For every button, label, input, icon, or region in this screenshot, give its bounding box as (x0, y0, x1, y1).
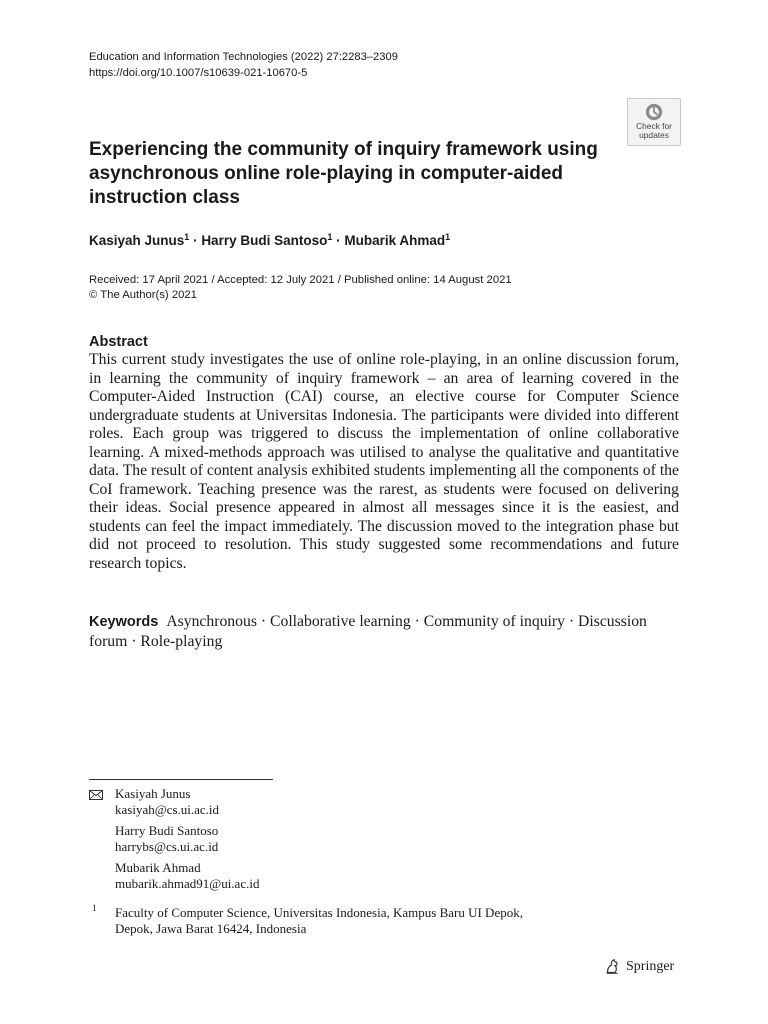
author-affiliation-mark: 1 (445, 232, 451, 242)
badge-line1: Check for (636, 121, 672, 131)
abstract-body: This current study investigates the use of online role-playing, in an online discussion forum, in learning the community of inquiry framework – an area of learning covered in the Computer-Aided Instruction (CAI) course, an elective course for Computer Science undergraduate students at Universitas Indonesia. The participants were divided into different roles. Each group was triggered to discuss the implementation of online collaborative learning. A mixed-methods approach was utilised to analyse the qualitative and quantitative data. The result of content analysis exhibited students implementing all the components of the CoI framework. Teaching presence was the rarest, as students were focused on delivering their ideas. Social presence appeared in almost all messages since it is the easiest, and students can feel the impact immediately. The discussion moved to the integration phase but did not proceed to resolution. This study suggested some recommendations and future research topics. (89, 351, 679, 572)
doi-link[interactable]: https://doi.org/10.1007/s10639-021-10670-5 (89, 67, 308, 79)
publisher-logo (604, 958, 674, 975)
check-for-updates-badge[interactable] (627, 98, 681, 146)
contact-email[interactable]: harrybs@cs.ui.ac.id (115, 839, 219, 854)
contact-email[interactable]: kasiyah@cs.ui.ac.id (115, 802, 220, 817)
affiliation-line2: Depok, Jawa Barat 16424, Indonesia (115, 921, 307, 936)
contact-entry (115, 860, 259, 892)
keywords-label: Keywords (89, 614, 159, 630)
author-list (89, 232, 450, 248)
author-affiliation-mark: 1 (184, 232, 190, 242)
journal-header (89, 49, 398, 81)
author-name[interactable]: Kasiyah Junus (89, 233, 185, 248)
affiliation-line1: Faculty of Computer Science, Universitas Indonesia, Kampus Baru UI Depok, (115, 905, 523, 920)
author-separator: · (189, 233, 202, 248)
copyright-line: © The Author(s) 2021 (89, 289, 197, 301)
keywords-section (89, 612, 679, 651)
author-affiliation-mark: 1 (327, 232, 333, 242)
author-name[interactable]: Mubarik Ahmad (344, 233, 446, 248)
keywords-list: Asynchronous · Collaborative learning · Community of inquiry · Discussion forum · Role-playing (89, 613, 647, 650)
envelope-icon (89, 790, 103, 800)
author-name[interactable]: Harry Budi Santoso (201, 233, 328, 248)
footnote-divider (89, 779, 273, 780)
contact-name: Kasiyah Junus (115, 786, 191, 801)
corresponding-contacts (115, 786, 259, 897)
abstract-heading: Abstract (89, 334, 148, 350)
paper-title: Experiencing the community of inquiry framework using asynchronous online role-playing in computer-aided instruction class (89, 139, 598, 208)
check-updates-icon (645, 103, 663, 121)
affiliation-number: 1 (92, 903, 97, 913)
contact-entry (115, 823, 259, 855)
contact-entry (115, 786, 259, 818)
contact-name: Mubarik Ahmad (115, 860, 201, 875)
springer-horse-icon (604, 958, 621, 975)
badge-line2: updates (639, 129, 669, 140)
publication-dates (89, 273, 512, 303)
history-dates: Received: 17 April 2021 / Accepted: 12 July 2021 / Published online: 14 August 2021 (89, 274, 512, 286)
journal-citation: Education and Information Technologies (2022) 27:2283–2309 (89, 51, 398, 63)
affiliation (115, 905, 523, 937)
contact-name: Harry Budi Santoso (115, 823, 219, 838)
contact-email[interactable]: mubarik.ahmad91@ui.ac.id (115, 876, 260, 891)
publisher-name: Springer (626, 958, 675, 974)
author-separator: · (332, 233, 345, 248)
